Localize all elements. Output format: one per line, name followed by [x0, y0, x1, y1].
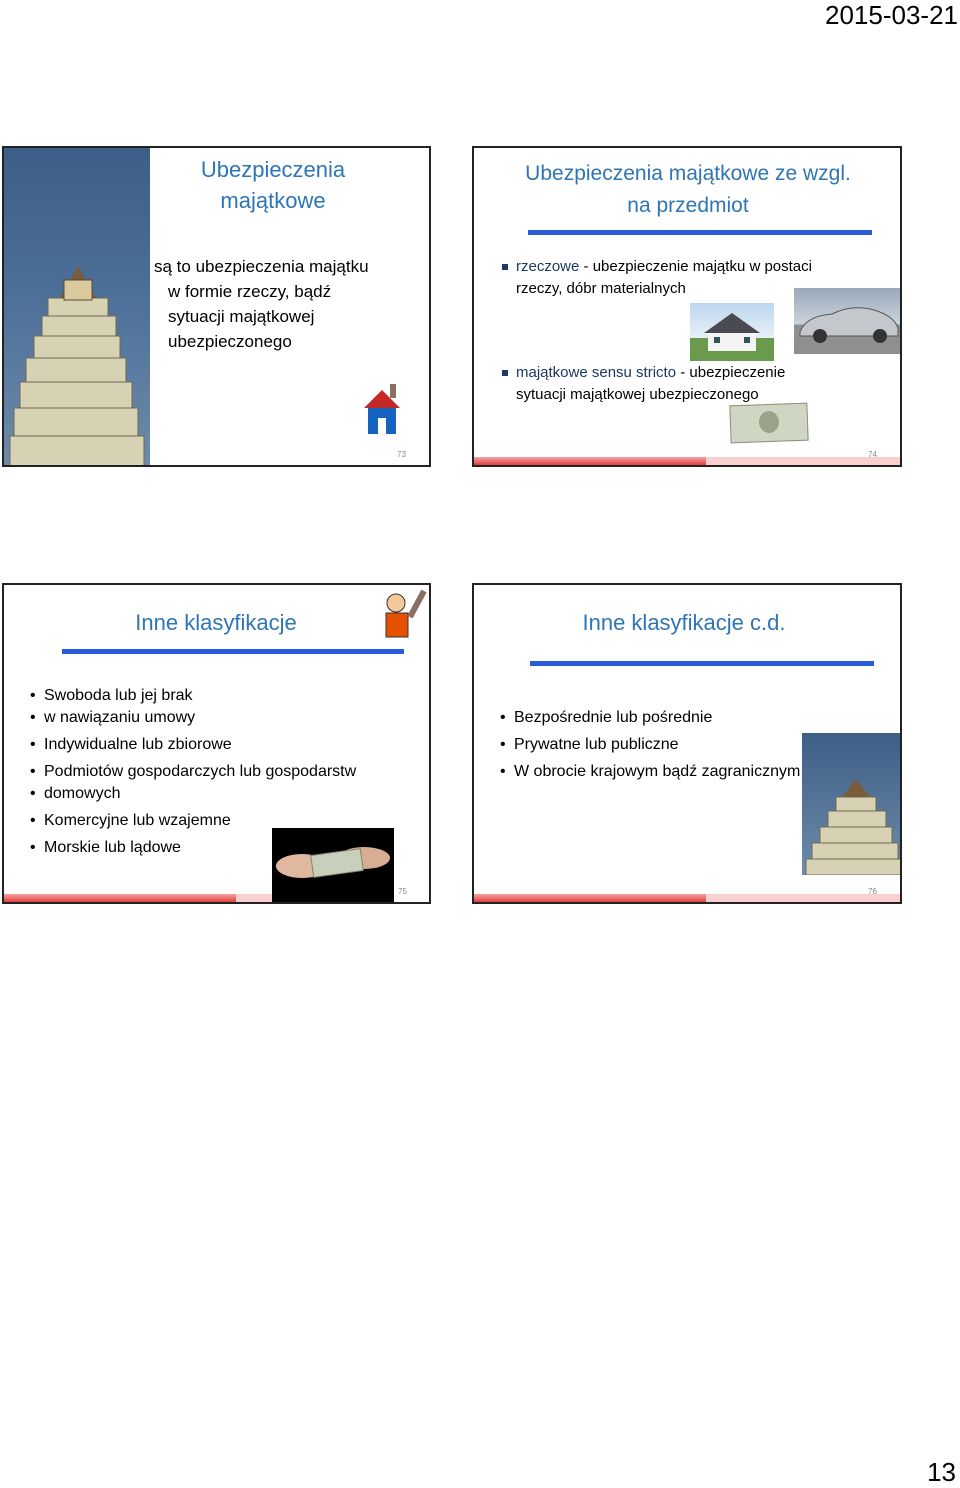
- title-underline: [528, 230, 872, 235]
- slide-number: 75: [398, 887, 407, 896]
- slide-number: 74: [868, 450, 877, 459]
- list-item: [30, 734, 410, 756]
- list-item: [502, 362, 892, 406]
- list-item-continuation: [30, 707, 410, 729]
- body-line: sytuacji majątkowej: [168, 307, 315, 326]
- item-text: sytuacji majątkowej ubezpieczonego: [516, 386, 759, 403]
- list-item: [30, 685, 410, 707]
- slide-body: [154, 254, 414, 354]
- list-item: [30, 761, 410, 783]
- item-text: Komercyjne lub wzajemne: [44, 812, 231, 829]
- item-text: rzeczy, dóbr materialnych: [516, 280, 686, 297]
- item-text: - ubezpieczenie: [676, 364, 786, 381]
- body-line: w formie rzeczy, bądź: [168, 282, 332, 301]
- title-underline: [62, 649, 404, 654]
- page-number: 13: [927, 1457, 956, 1487]
- house-cartoon-icon: [360, 382, 404, 443]
- slide-73: [2, 146, 431, 467]
- car-photo: [794, 288, 902, 354]
- slide-title: [154, 154, 392, 216]
- item-text: Swoboda lub jej brak: [44, 687, 193, 704]
- item-text: w nawiązaniu umowy: [44, 709, 196, 726]
- house-photo: [690, 303, 774, 361]
- slide-number: 73: [397, 450, 406, 459]
- item-text: Prywatne lub publiczne: [514, 736, 679, 753]
- bullet-list: [502, 362, 892, 406]
- hands-money-photo: [272, 828, 394, 904]
- money-stack-image: [802, 733, 902, 875]
- slide-title: [484, 158, 892, 222]
- footer-red-bar: [474, 894, 706, 902]
- footer-red-bar: [4, 894, 236, 902]
- title-line: na przedmiot: [627, 194, 749, 217]
- slide-title: Inne klasyfikacje c.d.: [582, 610, 786, 635]
- item-text: domowych: [44, 785, 121, 802]
- slide-number: 76: [868, 887, 877, 896]
- item-text: Bezpośrednie lub pośrednie: [514, 709, 713, 726]
- term: rzeczowe: [516, 258, 580, 275]
- title-line: majątkowe: [220, 188, 326, 213]
- slide-75: [2, 583, 431, 904]
- banknote-image: [729, 403, 808, 444]
- title-line: Ubezpieczenia: [200, 157, 346, 182]
- title-line: Ubezpieczenia majątkowe ze wzgl.: [525, 162, 851, 185]
- footer-light-bar: [236, 894, 272, 902]
- item-text: Indywidualne lub zbiorowe: [44, 736, 232, 753]
- body-line: są to ubezpieczenia majątku: [154, 257, 369, 276]
- slide-title: Inne klasyfikacje: [135, 610, 297, 635]
- caveman-cartoon-icon: [374, 587, 428, 652]
- money-stack-image: [4, 148, 150, 467]
- body-line: ubezpieczonego: [168, 332, 292, 351]
- print-date: 2015-03-21: [825, 0, 958, 30]
- slide-76: [472, 583, 902, 904]
- item-text: Morskie lub lądowe: [44, 839, 181, 856]
- item-text: - ubezpieczenie majątku w postaci: [579, 258, 812, 275]
- slide-74: [472, 146, 902, 467]
- item-text: W obrocie krajowym bądź zagranicznym: [514, 763, 801, 780]
- footer-red-bar: [474, 457, 706, 465]
- item-text: Podmiotów gospodarczych lub gospodarstw: [44, 763, 357, 780]
- list-item: [500, 707, 880, 729]
- title-underline: [530, 661, 874, 666]
- list-item-continuation: [30, 783, 410, 805]
- term: majątkowe sensu stricto: [516, 364, 677, 381]
